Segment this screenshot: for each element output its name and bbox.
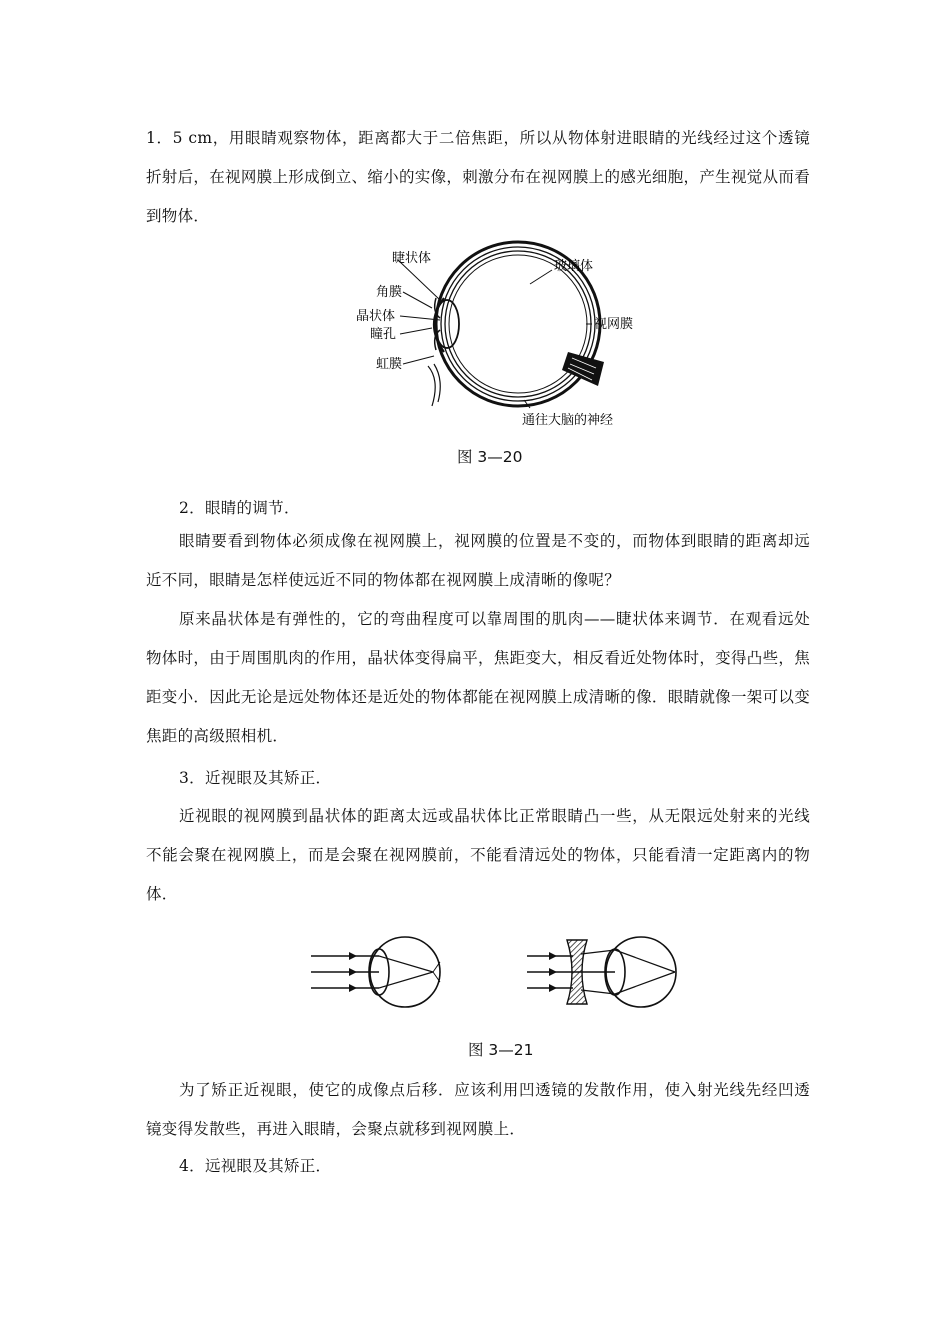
paragraph-1: 1．5 cm，用眼睛观察物体，距离都大于二倍焦距，所以从物体射进眼睛的光线经过这个透镜折射后，在视网膜上形成倒立、缩小的实像，刺激分布在视网膜上的感光细胞，产生视觉从而看到物体． — [146, 129, 810, 225]
myopia-figure — [305, 918, 687, 1028]
label-retina: 视网膜 — [594, 317, 634, 332]
paragraph-3: 原来晶状体是有弹性的，它的弯曲程度可以靠周围的肌肉——睫状体来调节．在观看远处物体时，由于周围肌肉的作用，晶状体变得扁平，焦距变大，相反看近处物体时，变得凸些，焦距变小．因此无论是远处物体还是近处的物体都能在视网膜上成清晰的像．眼睛就像一架可以变焦距的高级照相机． — [146, 610, 810, 745]
label-nerve: 通往大脑的神经 — [522, 413, 614, 428]
label-pupil: 瞳孔 — [370, 327, 397, 342]
label-iris: 虹膜 — [376, 357, 403, 372]
paragraph-5: 为了矫正近视眼，使它的成像点后移．应该利用凹透镜的发散作用，使入射光线先经凹透镜变得发散些，再进入眼睛，会聚点就移到视网膜上． — [146, 1081, 810, 1138]
figure-3-21-caption: 图 3—21 — [468, 1041, 534, 1059]
label-ciliary: 睫状体 — [392, 251, 432, 266]
eye-anatomy-figure — [340, 240, 642, 432]
label-cornea: 角膜 — [376, 285, 403, 300]
label-lens: 晶状体 — [356, 309, 396, 324]
heading-myopia: 3．近视眼及其矫正． — [179, 769, 332, 787]
myopia-diagram — [305, 918, 687, 1028]
heading-eye-accommodation: 2．眼睛的调节． — [179, 499, 300, 517]
myopic-eye — [311, 937, 440, 1007]
figure-3-20-caption: 图 3—20 — [457, 448, 523, 466]
heading-hyperopia: 4．远视眼及其矫正． — [179, 1157, 332, 1175]
paragraph-4: 近视眼的视网膜到晶状体的距离太远或晶状体比正常眼睛凸一些，从无限远处射来的光线不能会聚在视网膜上，而是会聚在视网膜前，不能看清远处的物体，只能看清一定距离内的物体． — [146, 807, 810, 903]
eye-anatomy-diagram — [340, 240, 642, 432]
label-vitreous: 玻璃体 — [554, 259, 594, 274]
paragraph-2: 眼睛要看到物体必须成像在视网膜上，视网膜的位置是不变的，而物体到眼睛的距离却远近不同，眼睛是怎样使远近不同的物体都在视网膜上成清晰的像呢？ — [146, 532, 810, 589]
